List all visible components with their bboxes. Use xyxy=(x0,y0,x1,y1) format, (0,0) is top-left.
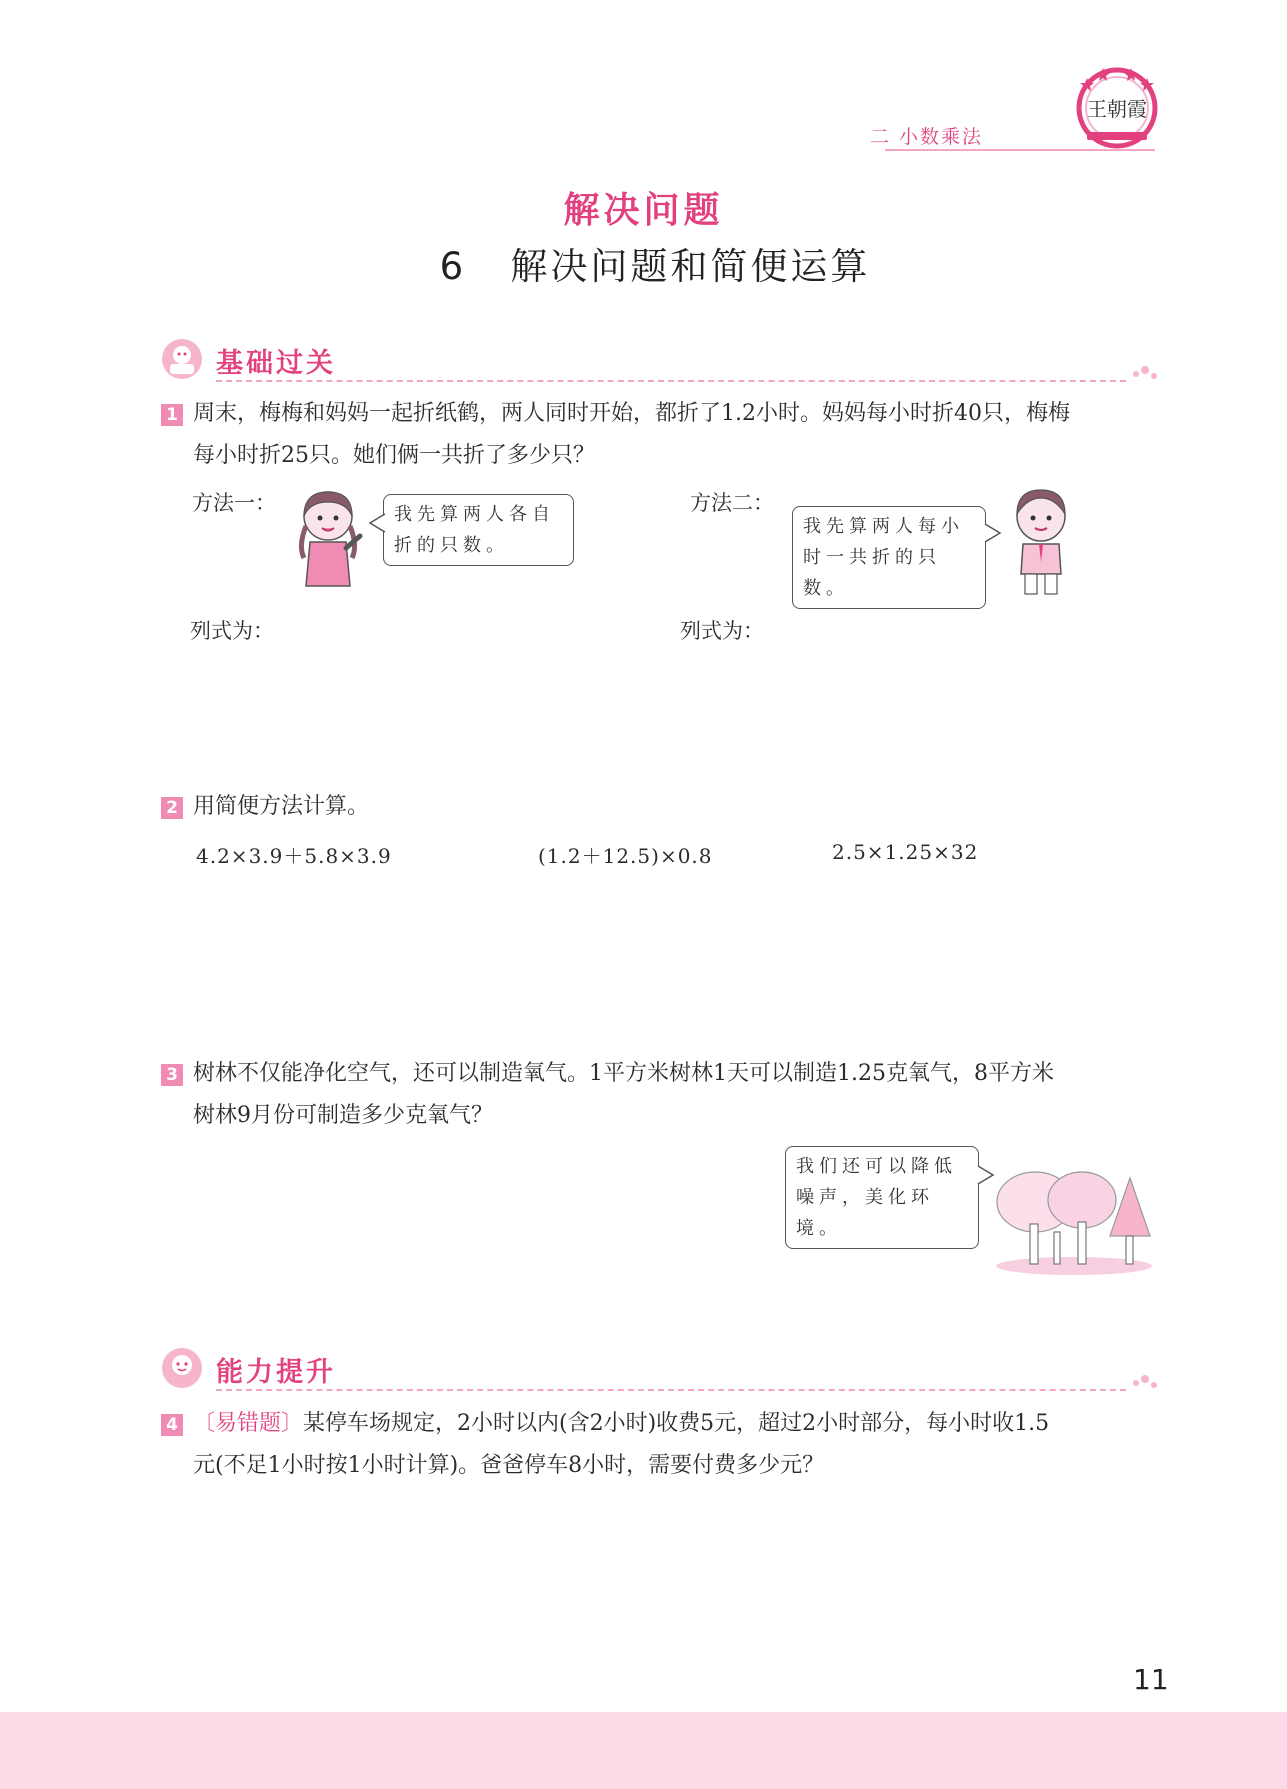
method-2-bubble-line-1: 我先算两人每小 xyxy=(803,516,964,537)
method-1-bubble-line-1: 我先算两人各自 xyxy=(394,504,555,525)
section-advanced-dots xyxy=(1130,1371,1160,1391)
section-basic-divider xyxy=(216,380,1126,382)
section-advanced-label: 能力提升 xyxy=(216,1357,336,1388)
method-1-bubble-tail xyxy=(368,512,386,534)
question-3-line-2: 树林9月份可制造多少克氧气？ xyxy=(193,1103,493,1128)
question-2-text: 用简便方法计算。 xyxy=(193,794,370,819)
question-1-line-1: 周末，梅梅和妈妈一起折纸鹤，两人同时开始，都折了1.2小时。妈妈每小时折40只，梅梅 xyxy=(193,401,1070,426)
error-prone-tag: 〔易错题〕 xyxy=(193,1411,304,1436)
footer-band xyxy=(0,1712,1287,1789)
question-3-line-1: 树林不仅能净化空气，还可以制造氧气。1平方米树林1天可以制造1.25克氧气，8平方米 xyxy=(193,1061,1054,1086)
girl-illustration xyxy=(290,486,368,590)
lesson-name: 解决问题和简便运算 xyxy=(510,245,871,288)
boy-illustration xyxy=(1005,484,1077,596)
question-3-badge: 3 xyxy=(161,1064,183,1086)
logo-text: 王朝霞 xyxy=(1087,97,1147,121)
question-1-text xyxy=(193,393,1173,477)
section-basic-dots xyxy=(1130,362,1160,382)
question-2-badge: 2 xyxy=(161,797,183,819)
question-3-bubble-line-2: 噪声，美化环境。 xyxy=(796,1187,934,1239)
section-basic-label: 基础过关 xyxy=(216,348,336,379)
question-3-bubble-line-1: 我们还可以降低 xyxy=(796,1156,957,1177)
question-4-text xyxy=(193,1403,1173,1487)
chapter-tag: 二 小数乘法 xyxy=(870,126,984,148)
lesson-title xyxy=(0,236,1287,290)
question-4-line-1-text: 某停车场规定，2小时以内(含2小时)收费5元，超过2小时部分，每小时收1.5 xyxy=(303,1411,1050,1436)
method-2-formula-label: 列式为： xyxy=(680,619,764,643)
method-2-bubble-line-2: 时一共折的只数。 xyxy=(803,547,941,599)
question-3-speech-bubble xyxy=(785,1146,979,1249)
section-advanced-divider xyxy=(216,1389,1126,1391)
method-2-speech-bubble xyxy=(792,506,986,609)
question-4-badge: 4 xyxy=(161,1414,183,1436)
question-4-line-1 xyxy=(193,1403,1173,1445)
method-1-speech-bubble xyxy=(383,494,574,566)
method-2-bubble-tail xyxy=(984,522,1002,544)
brand-logo xyxy=(1073,62,1161,150)
section-basic-icon xyxy=(160,337,204,381)
expression-2: (1.2＋12.5)×0.8 xyxy=(538,844,713,868)
question-1-badge: 1 xyxy=(161,404,183,426)
method-2-label: 方法二： xyxy=(690,491,774,515)
method-1-label: 方法一： xyxy=(192,491,276,515)
lesson-number: 6 xyxy=(439,245,467,288)
page-number: 11 xyxy=(1133,1663,1169,1696)
question-1-line-2: 每小时折25只。她们俩一共折了多少只？ xyxy=(193,443,595,468)
method-1-bubble-line-2: 折的只数。 xyxy=(394,535,509,556)
section-advanced-icon xyxy=(160,1346,204,1390)
method-1-formula-label: 列式为： xyxy=(190,619,274,643)
expression-3: 2.5×1.25×32 xyxy=(832,840,979,864)
trees-illustration xyxy=(990,1158,1158,1276)
question-3-text xyxy=(193,1053,1173,1137)
question-4-line-2: 元(不足1小时按1小时计算)。爸爸停车8小时，需要付费多少元？ xyxy=(193,1453,825,1478)
topic-title: 解决问题 xyxy=(563,190,724,231)
expression-1: 4.2×3.9＋5.8×3.9 xyxy=(196,844,392,868)
